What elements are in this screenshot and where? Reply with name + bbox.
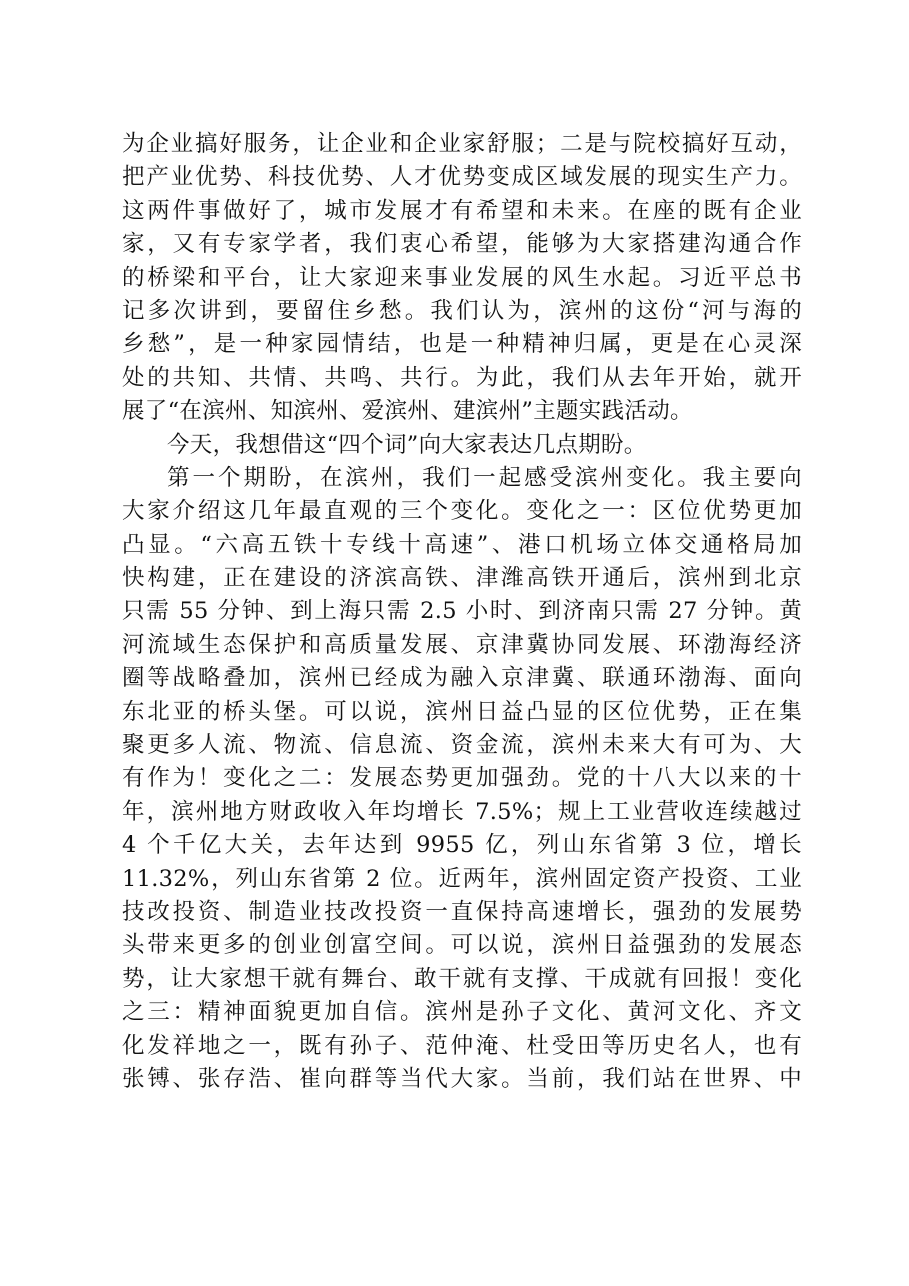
text-line: 的桥梁和平台，让大家迎来事业发展的风生水起。习近平总书: [122, 264, 802, 291]
text-line: 河流域生态保护和高质量发展、京津冀协同发展、环渤海经济: [122, 631, 802, 658]
text-line: 这两件事做好了，城市发展才有希望和未来。在座的既有企业: [122, 197, 802, 224]
text-line: 聚更多人流、物流、信息流、资金流，滨州未来大有可为、大: [122, 732, 802, 759]
text-line: 记多次讲到，要留住乡愁。我们认为，滨州的这份“河与海的: [122, 297, 802, 324]
text-line: 化发祥地之一，既有孙子、范仲淹、杜受田等历史名人，也有: [122, 1032, 802, 1059]
text-line: 圈等战略叠加，滨州已经成为融入京津冀、联通环渤海、面向: [122, 665, 802, 692]
text-line: 4 个千亿大关，去年达到 9955 亿，列山东省第 3 位，增长: [122, 832, 802, 859]
text-line: 年，滨州地方财政收入年均增长 7.5%；规上工业营收连续越过: [122, 798, 802, 825]
text-line: 把产业优势、科技优势、人才优势变成区域发展的现实生产力。: [122, 164, 802, 191]
text-line: 今天，我想借这“四个词”向大家表达几点期盼。: [167, 431, 647, 458]
text-line: 乡愁”，是一种家园情结，也是一种精神归属，更是在心灵深: [122, 331, 802, 358]
body-text: [122, 128, 802, 1096]
text-line: 展了“在滨州、知滨州、爱滨州、建滨州”主题实践活动。: [122, 398, 693, 425]
text-line: 之三：精神面貌更加自信。滨州是孙子文化、黄河文化、齐文: [122, 999, 802, 1026]
text-line: 为企业搞好服务，让企业和企业家舒服；二是与院校搞好互动，: [122, 131, 802, 157]
text-line: 东北亚的桥头堡。可以说，滨州日益凸显的区位优势，正在集: [122, 698, 802, 725]
text-line: 第一个期盼，在滨州，我们一起感受滨州变化。我主要向: [167, 464, 802, 491]
text-line: 快构建，正在建设的济滨高铁、津潍高铁开通后，滨州到北京: [122, 565, 802, 592]
text-line: 有作为！变化之二：发展态势更加强劲。党的十八大以来的十: [122, 765, 802, 792]
text-line: 只需 55 分钟、到上海只需 2.5 小时、到济南只需 27 分钟。黄: [122, 598, 802, 625]
text-line: 张镈、张存浩、崔向群等当代大家。当前，我们站在世界、中: [122, 1065, 802, 1092]
text-line: 技改投资、制造业技改投资一直保持高速增长，强劲的发展势: [122, 898, 802, 925]
text-line: 凸显。“六高五铁十专线十高速”、港口机场立体交通格局加: [122, 531, 802, 558]
text-line: 势，让大家想干就有舞台、敢干就有支撑、干成就有回报！变化: [122, 965, 802, 992]
text-line: 家，又有专家学者，我们衷心希望，能够为大家搭建沟通合作: [122, 231, 802, 258]
text-line: 大家介绍这几年最直观的三个变化。变化之一：区位优势更加: [122, 498, 802, 525]
text-line: 头带来更多的创业创富空间。可以说，滨州日益强劲的发展态: [122, 932, 802, 959]
text-line: 11.32%，列山东省第 2 位。近两年，滨州固定资产投资、工业: [122, 865, 802, 892]
text-line: 处的共知、共情、共鸣、共行。为此，我们从去年开始，就开: [122, 364, 802, 391]
